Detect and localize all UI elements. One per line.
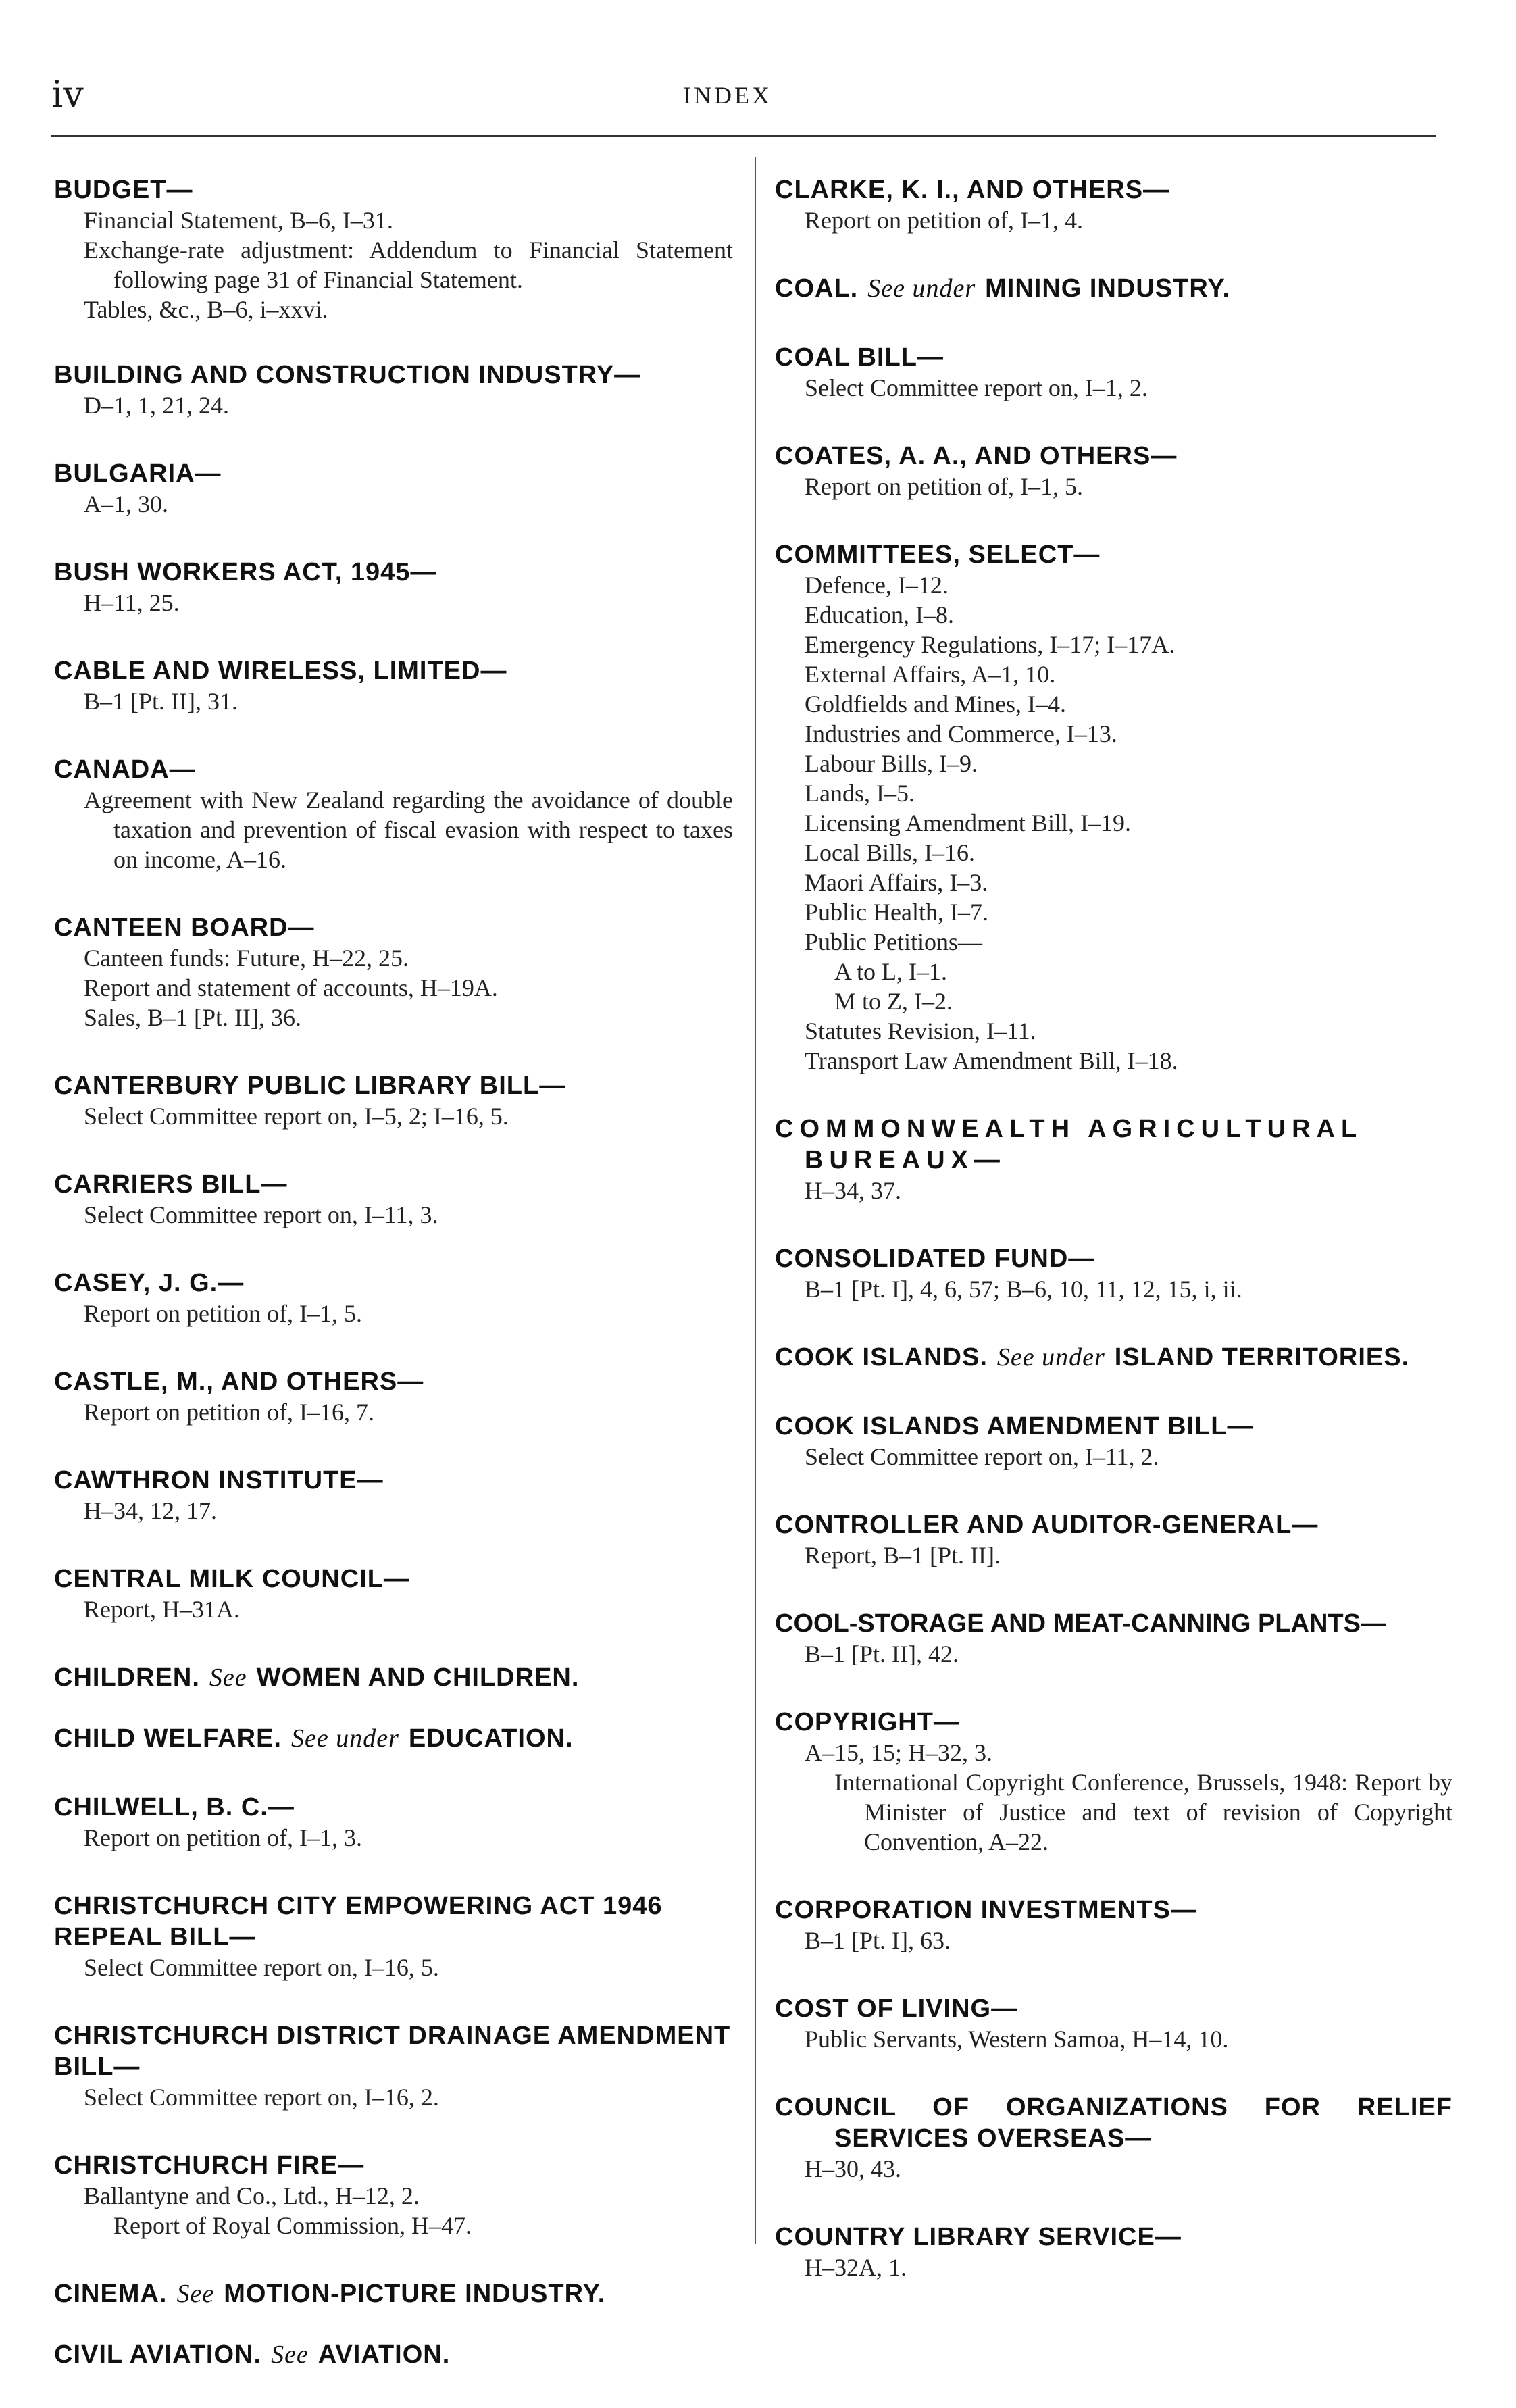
entry-line: H–32A, 1.: [805, 2254, 907, 2281]
entry-line: H–34, 37.: [805, 1177, 901, 1204]
entry-line: Report of Royal Commission, H–47.: [113, 2212, 472, 2239]
entry-line: Report on petition of, I–1, 4.: [805, 207, 1083, 234]
see-target: MOTION-PICTURE INDUSTRY.: [224, 2280, 606, 2308]
entry-heading: COUNCIL OF ORGANIZATIONS FOR RELIEF SERVICES OVERSEAS—: [775, 2093, 1452, 2153]
index-entry: [775, 1608, 1452, 1669]
entry-heading: COMMITTEES, SELECT—: [775, 541, 1101, 569]
see-reference: See under: [867, 274, 976, 303]
entry-heading: BUDGET—: [54, 176, 193, 204]
entry-line: Report, B–1 [Pt. II].: [805, 1542, 1001, 1569]
entry-heading: COAL BILL—: [775, 343, 944, 372]
entry-line: Labour Bills, I–9.: [805, 750, 978, 777]
entry-line: Report and statement of accounts, H–19A.: [84, 974, 498, 1001]
entry-heading: BUILDING AND CONSTRUCTION INDUSTRY—: [54, 361, 641, 389]
entry-line: Defence, I–12.: [805, 572, 949, 599]
entry-heading: COST OF LIVING—: [775, 1995, 1018, 2023]
index-entry: [54, 174, 733, 324]
entry-line: Canteen funds: Future, H–22, 25.: [84, 945, 409, 972]
index-entry: [54, 1169, 733, 1230]
entry-heading: COOL-STORAGE AND MEAT-CANNING PLANTS—: [775, 1609, 1386, 1638]
index-entry: [775, 174, 1452, 235]
entry-line: Public Health, I–7.: [805, 899, 988, 926]
entry-heading: CHRISTCHURCH CITY EMPOWERING ACT 1946 REPEAL BILL—: [54, 1892, 663, 1951]
entry-line: Report on petition of, I–1, 3.: [84, 1824, 362, 1851]
index-entry: [54, 754, 733, 874]
index-column-right: [775, 174, 1452, 2320]
entry-line: Select Committee report on, I–16, 5.: [84, 1954, 439, 1981]
entry-line: Report on petition of, I–1, 5.: [805, 473, 1083, 500]
index-entry: [54, 1070, 733, 1131]
entry-line: Sales, B–1 [Pt. II], 36.: [84, 1004, 301, 1031]
page-number: iv: [51, 73, 84, 116]
entry-line: Financial Statement, B–6, I–31.: [84, 207, 393, 234]
entry-line: Select Committee report on, I–5, 2; I–16, 5.: [84, 1103, 509, 1130]
entry-line: Public Petitions—: [805, 928, 983, 955]
entry-heading: CORPORATION INVESTMENTS—: [775, 1896, 1197, 1924]
index-entry: [54, 2278, 733, 2309]
running-head: INDEX: [683, 82, 772, 109]
entry-heading: COATES, A. A., AND OTHERS—: [775, 442, 1178, 470]
entry-line: Public Servants, Western Samoa, H–14, 10.: [805, 2026, 1229, 2053]
see-target: WOMEN AND CHILDREN.: [256, 1663, 580, 1692]
entry-heading: CIVIL AVIATION. See AVIATION.: [54, 2340, 451, 2369]
entry-line: H–11, 25.: [84, 589, 180, 616]
entry-heading: COMMONWEALTH AGRICULTURAL BUREAUX—: [775, 1115, 1363, 1174]
entry-line: Tables, &c., B–6, i–xxvi.: [84, 296, 328, 323]
entry-line: Maori Affairs, I–3.: [805, 869, 988, 896]
index-entry: [54, 359, 733, 420]
index-entry: [54, 1465, 733, 1526]
see-reference: See: [271, 2340, 309, 2369]
entry-heading: CHRISTCHURCH DISTRICT DRAINAGE AMENDMENT BILL—: [54, 2022, 731, 2081]
entry-heading: BUSH WORKERS ACT, 1945—: [54, 558, 437, 586]
index-entry: [775, 1509, 1452, 1570]
entry-line: Education, I–8.: [805, 601, 954, 628]
index-entry: [775, 273, 1452, 304]
entry-line: Emergency Regulations, I–17; I–17A.: [805, 631, 1176, 658]
entry-line: External Affairs, A–1, 10.: [805, 661, 1056, 688]
index-entry: [54, 1792, 733, 1853]
index-entry: [775, 1342, 1452, 1373]
index-entry: [775, 1411, 1452, 1472]
entry-line: Select Committee report on, I–11, 2.: [805, 1443, 1159, 1470]
entry-line: M to Z, I–2.: [834, 988, 953, 1015]
entry-heading: CHRISTCHURCH FIRE—: [54, 2151, 365, 2180]
see-target: AVIATION.: [318, 2340, 451, 2369]
index-entry: [54, 1366, 733, 1427]
see-reference: See under: [996, 1343, 1105, 1372]
entry-heading: CANTEEN BOARD—: [54, 913, 315, 942]
entry-line: Report, H–31A.: [84, 1596, 240, 1623]
entry-line: Ballantyne and Co., Ltd., H–12, 2.: [84, 2182, 420, 2209]
index-entry: [775, 441, 1452, 501]
entry-heading: CASEY, J. G.—: [54, 1269, 245, 1297]
index-entry: [775, 539, 1452, 1076]
entry-heading: CHILDREN. See WOMEN AND CHILDREN.: [54, 1663, 580, 1692]
index-entry: [775, 1243, 1452, 1304]
entry-heading: CHILWELL, B. C.—: [54, 1793, 295, 1822]
index-entry: [775, 1895, 1452, 1955]
entry-heading: CANTERBURY PUBLIC LIBRARY BILL—: [54, 1072, 566, 1100]
entry-line: Select Committee report on, I–1, 2.: [805, 374, 1148, 401]
entry-line: D–1, 1, 21, 24.: [84, 392, 229, 419]
entry-heading: CONSOLIDATED FUND—: [775, 1245, 1095, 1273]
entry-heading: CANADA—: [54, 755, 196, 784]
index-entry: [54, 1563, 733, 1624]
see-target: EDUCATION.: [408, 1724, 574, 1753]
entry-heading: CHILD WELFARE. See under EDUCATION.: [54, 1724, 574, 1753]
entry-line: Exchange-rate adjustment: Addendum to Financial Statement following page 31 of Financial Statement.: [84, 236, 733, 293]
index-column-left: [54, 174, 733, 2408]
index-entry: [54, 2339, 733, 2370]
entry-line: Licensing Amendment Bill, I–19.: [805, 809, 1131, 836]
entry-heading: CAWTHRON INSTITUTE—: [54, 1466, 384, 1495]
entry-line: H–30, 43.: [805, 2155, 901, 2182]
index-entry: [775, 1993, 1452, 2054]
entry-heading: CASTLE, M., AND OTHERS—: [54, 1368, 424, 1396]
index-entry: [54, 912, 733, 1032]
entry-line: Industries and Commerce, I–13.: [805, 720, 1117, 747]
index-entry: [54, 557, 733, 618]
entry-heading: COOK ISLANDS AMENDMENT BILL—: [775, 1412, 1254, 1440]
entry-line: Transport Law Amendment Bill, I–18.: [805, 1047, 1178, 1074]
entry-line: Select Committee report on, I–16, 2.: [84, 2084, 439, 2111]
entry-line: B–1 [Pt. I], 63.: [805, 1927, 951, 1954]
entry-line: Report on petition of, I–1, 5.: [84, 1300, 362, 1327]
see-target: MINING INDUSTRY.: [985, 274, 1231, 303]
page-header: [51, 68, 1436, 128]
index-entry: [775, 2092, 1452, 2184]
index-entry: [54, 2150, 733, 2240]
entry-line: Statutes Revision, I–11.: [805, 1018, 1036, 1045]
column-divider: [755, 157, 756, 2244]
index-entry: [775, 1113, 1452, 1205]
entry-heading: CABLE AND WIRELESS, LIMITED—: [54, 657, 507, 685]
entry-heading: CARRIERS BILL—: [54, 1170, 288, 1199]
entry-line: A–1, 30.: [84, 491, 168, 518]
entry-heading: CONTROLLER AND AUDITOR-GENERAL—: [775, 1511, 1319, 1539]
entry-line: Report on petition of, I–16, 7.: [84, 1399, 374, 1426]
entry-line: Local Bills, I–16.: [805, 839, 975, 866]
see-reference: See: [209, 1663, 247, 1692]
index-entry: [54, 1268, 733, 1328]
entry-line: Lands, I–5.: [805, 780, 915, 807]
entry-heading: CINEMA. See MOTION-PICTURE INDUSTRY.: [54, 2280, 606, 2308]
entry-line: B–1 [Pt. II], 31.: [84, 688, 238, 715]
see-target: ISLAND TERRITORIES.: [1114, 1343, 1410, 1372]
index-entry: [775, 1707, 1452, 1857]
index-entry: [54, 2020, 733, 2112]
entry-heading: BULGARIA—: [54, 459, 222, 488]
index-entry: [54, 458, 733, 519]
entry-line: Select Committee report on, I–11, 3.: [84, 1201, 438, 1228]
entry-line: H–34, 12, 17.: [84, 1497, 217, 1524]
index-entry: [775, 342, 1452, 403]
entry-heading: COPYRIGHT—: [775, 1708, 960, 1736]
entry-line: B–1 [Pt. II], 42.: [805, 1640, 959, 1667]
entry-line: International Copyright Conference, Brussels, 1948: Report by Minister of Justice and text of revision of Copyright Convention, A–22.: [834, 1769, 1452, 1855]
index-entry: [775, 2222, 1452, 2282]
entry-heading: COUNTRY LIBRARY SERVICE—: [775, 2223, 1182, 2251]
index-entry: [54, 1723, 733, 1754]
entry-heading: CENTRAL MILK COUNCIL—: [54, 1565, 410, 1593]
entry-heading: COOK ISLANDS. See under ISLAND TERRITORIES.: [775, 1343, 1410, 1372]
index-entry: [54, 1890, 733, 1982]
entry-line: A–15, 15; H–32, 3.: [805, 1739, 992, 1766]
see-reference: See under: [290, 1724, 399, 1753]
entry-heading: CLARKE, K. I., AND OTHERS—: [775, 176, 1170, 204]
entry-line: Agreement with New Zealand regarding the avoidance of double taxation and prevention of fiscal evasion with respect to taxes on income, A–16.: [84, 786, 733, 873]
see-reference: See: [176, 2280, 215, 2308]
entry-line: B–1 [Pt. I], 4, 6, 57; B–6, 10, 11, 12, 15, i, ii.: [805, 1276, 1242, 1303]
entry-heading: COAL. See under MINING INDUSTRY.: [775, 274, 1231, 303]
index-entry: [54, 1662, 733, 1693]
entry-line: A to L, I–1.: [834, 958, 947, 985]
header-rule: [51, 135, 1436, 137]
entry-line: Goldfields and Mines, I–4.: [805, 691, 1066, 718]
index-entry: [54, 655, 733, 716]
